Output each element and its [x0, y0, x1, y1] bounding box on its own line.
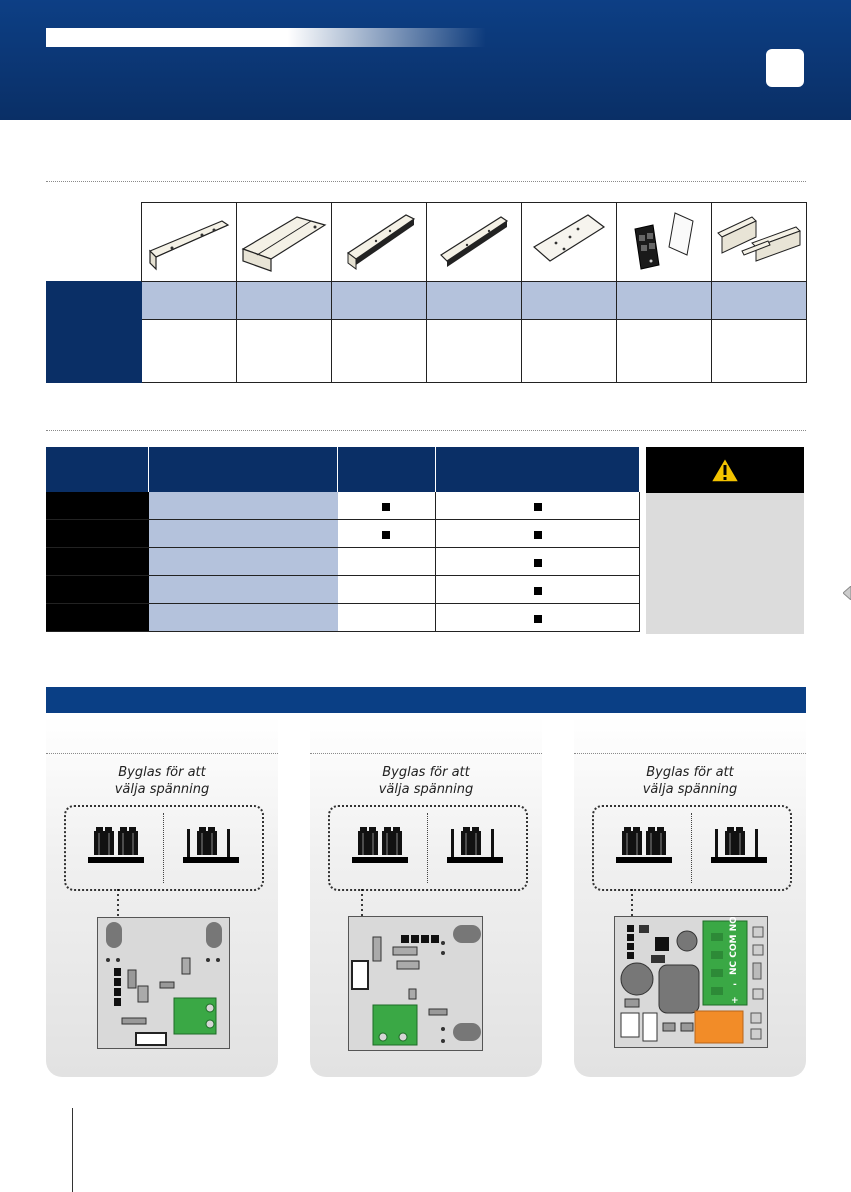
product-image-zl-bracket-kit	[711, 203, 806, 282]
jumper-box-divider	[163, 813, 164, 883]
checkmark-square-icon	[534, 559, 542, 567]
jumper-setting-left-icon	[88, 825, 148, 865]
table-cell	[331, 282, 426, 320]
jumper-panel-3	[574, 716, 806, 1077]
jumper-caption	[574, 764, 806, 798]
table-cell	[141, 282, 236, 320]
circuit-board-1	[97, 917, 230, 1049]
table-cell	[711, 320, 806, 383]
circuit-board-1-drawing	[98, 918, 229, 1048]
table-cell	[236, 282, 331, 320]
jumper-setting-left-icon	[616, 825, 676, 865]
table-cell	[141, 320, 236, 383]
page-header	[0, 0, 851, 120]
row-value	[149, 576, 338, 604]
warning-box	[646, 447, 804, 634]
zl-bracket-kit-icon	[712, 203, 806, 277]
jumper-options-box	[328, 805, 528, 891]
column-header	[338, 447, 436, 492]
column-header	[436, 447, 640, 492]
check-cell	[338, 576, 436, 604]
jumper-setting-right-icon	[183, 825, 243, 865]
row-label	[46, 604, 149, 632]
compatibility-table	[46, 447, 640, 632]
check-cell	[338, 604, 436, 632]
row-header-1	[47, 282, 142, 320]
header-bar	[46, 28, 486, 47]
jumper-setting-right-icon	[447, 825, 507, 865]
page-tab-marker-icon	[843, 586, 851, 600]
table-cell	[331, 320, 426, 383]
table-cell	[236, 320, 331, 383]
column-header	[149, 447, 338, 492]
section-title-bar	[46, 687, 806, 713]
check-cell	[338, 548, 436, 576]
jumper-panel-2	[310, 716, 542, 1077]
caption-line-2: välja spänning	[114, 782, 210, 797]
circuit-board-2-drawing	[349, 917, 482, 1050]
product-image-l-bracket	[141, 203, 236, 282]
row-value	[149, 604, 338, 632]
jumper-caption	[310, 764, 542, 798]
l-bracket-long-icon	[427, 203, 521, 277]
table-cell	[711, 282, 806, 320]
product-image-mounting-plate	[521, 203, 616, 282]
page-number-box	[766, 49, 804, 87]
check-cell	[436, 604, 640, 632]
z-bracket-icon	[237, 203, 331, 277]
jumper-box-divider	[691, 813, 692, 883]
row-label	[46, 520, 149, 548]
checkmark-square-icon	[534, 587, 542, 595]
table-cell	[521, 282, 616, 320]
table-cell	[426, 282, 521, 320]
u-bracket-icon	[332, 203, 426, 277]
check-cell	[436, 492, 640, 520]
product-image-glass-bracket	[616, 203, 711, 282]
table-cell	[426, 320, 521, 383]
jumper-setting-right-icon	[711, 825, 771, 865]
check-cell	[436, 576, 640, 604]
row-label	[46, 492, 149, 520]
caption-line-1: Byglas för att	[646, 765, 734, 780]
warning-header	[646, 447, 804, 493]
circuit-board-3-drawing	[615, 917, 767, 1047]
check-cell	[436, 548, 640, 576]
terminal-plus-label: +	[731, 996, 739, 1006]
jumper-setting-left-icon	[352, 825, 412, 865]
row-label	[46, 548, 149, 576]
circuit-board-2	[348, 916, 483, 1051]
checkmark-square-icon	[382, 531, 390, 539]
caption-line-1: Byglas för att	[118, 765, 206, 780]
table-cell	[616, 282, 711, 320]
l-bracket-icon	[142, 203, 236, 277]
row-value	[149, 492, 338, 520]
row-header-2	[47, 320, 142, 383]
jumper-panel-1	[46, 716, 278, 1077]
caption-line-2: välja spänning	[378, 782, 474, 797]
checkmark-square-icon	[534, 503, 542, 511]
accessories-table	[46, 202, 807, 383]
checkmark-square-icon	[534, 615, 542, 623]
row-value	[149, 548, 338, 576]
table-cell	[521, 320, 616, 383]
section-divider	[46, 430, 806, 431]
warning-triangle-icon	[710, 457, 740, 483]
relay-terminal-labels: NC COM NO	[729, 917, 739, 975]
row-value	[149, 520, 338, 548]
circuit-board-3	[614, 916, 768, 1048]
panel-divider	[574, 753, 806, 754]
jumper-box-divider	[427, 813, 428, 883]
glass-bracket-icon	[617, 203, 711, 277]
row-label	[46, 576, 149, 604]
product-image-z-bracket	[236, 203, 331, 282]
terminal-minus-label: -	[733, 980, 737, 990]
check-cell	[338, 492, 436, 520]
jumper-caption	[46, 764, 278, 798]
checkmark-square-icon	[534, 531, 542, 539]
check-cell	[436, 520, 640, 548]
product-image-u-bracket	[331, 203, 426, 282]
check-cell	[338, 520, 436, 548]
caption-line-2: välja spänning	[642, 782, 738, 797]
panel-divider	[46, 753, 278, 754]
panel-divider	[310, 753, 542, 754]
column-header	[46, 447, 149, 492]
mounting-plate-icon	[522, 203, 616, 277]
jumper-options-box	[592, 805, 792, 891]
product-image-l-bracket-long	[426, 203, 521, 282]
footer-rule	[72, 1108, 73, 1192]
jumper-options-box	[64, 805, 264, 891]
checkmark-square-icon	[382, 503, 390, 511]
section-divider	[46, 181, 806, 182]
table-cell	[616, 320, 711, 383]
caption-line-1: Byglas för att	[382, 765, 470, 780]
